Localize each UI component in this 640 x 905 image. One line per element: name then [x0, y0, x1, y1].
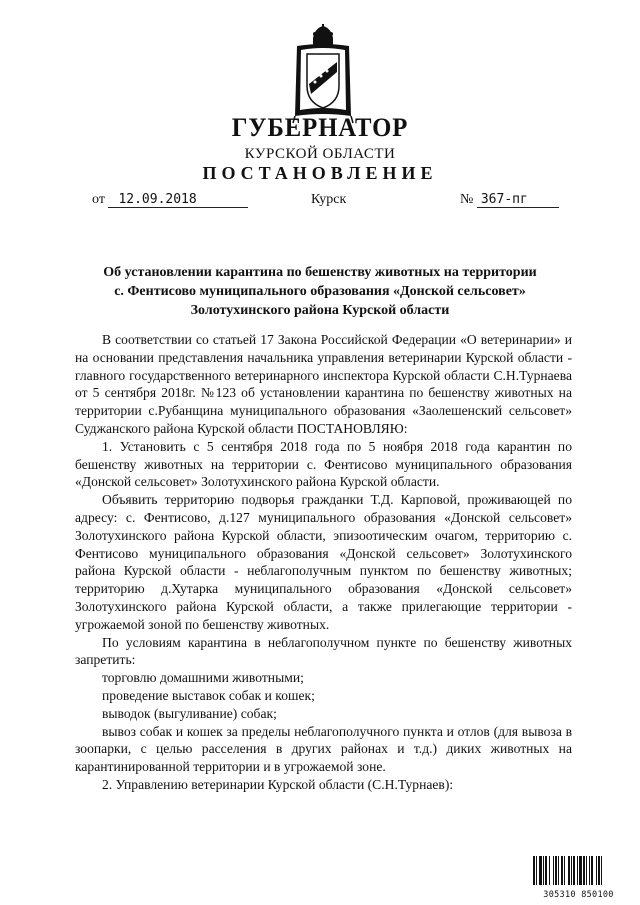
prohibition-item: торговлю домашними животными;	[102, 670, 304, 686]
document-body	[75, 331, 572, 794]
document-type: ПОСТАНОВЛЕНИЕ	[202, 163, 438, 183]
heading-line: Золотухинского района Курской области	[190, 303, 450, 318]
heading-line: с. Фентисово муниципального образования «Донской сельсовет»	[114, 284, 526, 299]
page-title: ГУБЕРНАТОР	[231, 113, 409, 142]
document-heading	[60, 263, 580, 320]
date-value: 12.09.2018	[108, 192, 248, 208]
paragraph-item-2: 2. Управлению ветеринарии Курской области (С.Н.Турнаев):	[102, 776, 454, 792]
number-value: 367-пг	[477, 192, 559, 208]
date-prefix: от	[92, 192, 105, 207]
paragraph-prohibitions: По условиям карантина в неблагополучном пункте по бешенству животных запретить:	[75, 634, 572, 668]
heading-line: Об установлении карантина по бешенству животных на территории	[103, 265, 537, 280]
barcode	[532, 856, 625, 900]
barcode-number: 305310 850100	[543, 890, 614, 900]
prohibition-item: вывоз собак и кошек за пределы неблагополучного пункта и отлов (для вывоза в зоопарки, с целью расселения в других районах и т.д.) диких животных на карантинированной территории и в угрожаемой зоне.	[75, 723, 572, 775]
paragraph-declaration: Объявить территорию подворья гражданки Т.Д. Карповой, проживающей по адресу: с. Фентисово, д.127 муниципального образования «Донской сельсовет» Золотухинского района Курской области, эпизоотическим очагом, территорию с. Фентисово муниципального образования «Донской сельсовет» Золотухинского района Курской области - неблагополучным пунктом по бешенству животных; территорию д.Хутарка муниципального образования «Донской сельсовет» Золотухинского района Курской области, а также прилегающие территории - угрожаемой зоной по бешенству животных.	[75, 492, 572, 632]
number-prefix: №	[460, 192, 474, 207]
barcode-bars	[532, 856, 625, 885]
number-field	[460, 192, 559, 208]
paragraph-item-1: 1. Установить с 5 сентября 2018 года по 5 ноября 2018 года карантин по бешенству животных на территории с. Фентисово муниципального образования «Донской сельсовет» Золотухинского района Курской области.	[75, 438, 572, 490]
paragraph-preamble: В соответствии со статьей 17 Закона Российской Федерации «О ветеринарии» и на основании представления начальника управления ветеринарии Курской области - главного государственного ветеринарного инспектора Курской области С.Н.Турнаева от 5 сентября 2018г. №123 об установлении карантина по бешенству животных на территории с.Рубанщина муниципального образования «Заолешенский сельсовет» Суджанского района Курской области ПОСТАНОВЛЯЮ:	[75, 332, 572, 436]
prohibition-item: выводок (выгуливание) собак;	[102, 705, 277, 721]
region-subtitle: КУРСКОЙ ОБЛАСТИ	[244, 146, 396, 162]
coat-of-arms-icon	[291, 24, 355, 124]
date-field	[92, 192, 248, 208]
prohibition-item: проведение выставок собак и кошек;	[102, 687, 315, 703]
city-label: Курск	[311, 192, 347, 207]
